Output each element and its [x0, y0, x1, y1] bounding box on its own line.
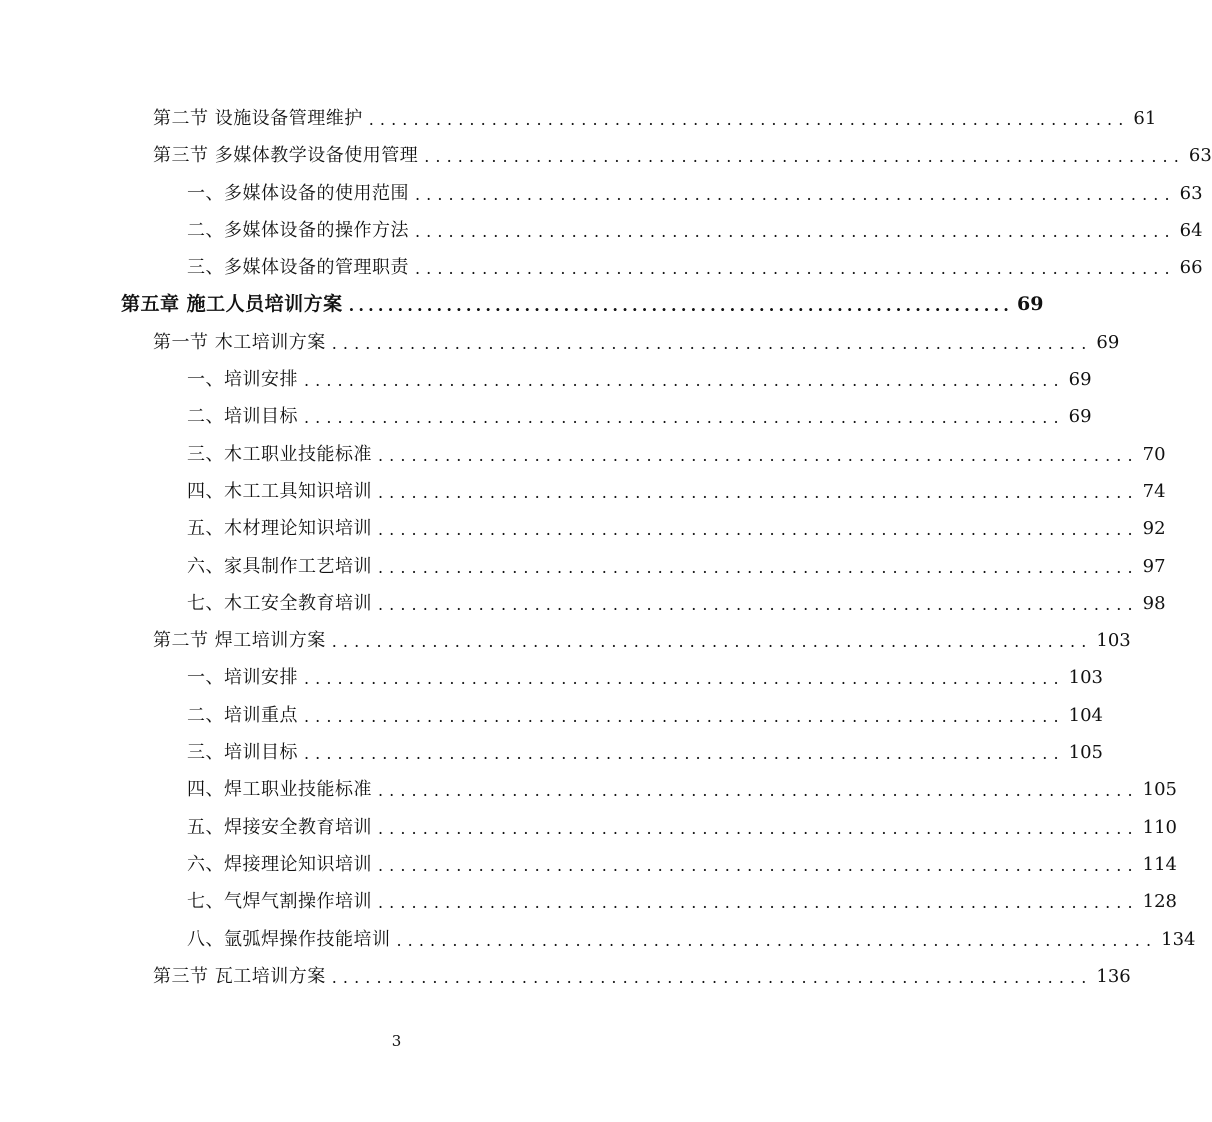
toc-entry-page: 74	[1142, 480, 1166, 502]
dot-leader: ....................................................................	[304, 744, 1065, 764]
toc-entry-page: 104	[1068, 704, 1104, 726]
toc-entry-page: 136	[1096, 965, 1131, 987]
toc-entry-page: 92	[1142, 518, 1166, 540]
toc-entry-page: 69	[1068, 406, 1092, 428]
toc-entry-title: 七、气焊气割操作培训	[187, 891, 372, 913]
dot-leader: ....................................................................	[304, 408, 1065, 428]
toc-entry-title: 第五章 施工人员培训方案	[121, 293, 343, 316]
toc-entry[interactable]	[0, 473, 1166, 510]
toc-entry-title: 八、氩弧焊操作技能培训	[187, 928, 391, 950]
dot-leader: ....................................................................	[304, 371, 1065, 391]
dot-leader: ....................................................................	[348, 296, 1014, 316]
dot-leader: ....................................................................	[415, 259, 1176, 279]
toc-entry-page: 69	[1096, 331, 1120, 353]
dot-leader: ....................................................................	[378, 557, 1139, 577]
toc-entry[interactable]	[0, 436, 1166, 473]
toc-entry[interactable]	[0, 361, 1092, 398]
toc-entry-page: 128	[1142, 891, 1178, 913]
dot-leader: ....................................................................	[368, 110, 1130, 129]
toc-entry-title: 第三节 瓦工培训方案	[153, 965, 326, 987]
toc-entry-page: 110	[1142, 816, 1178, 838]
toc-entry[interactable]	[0, 398, 1092, 435]
toc-entry-page: 98	[1142, 592, 1166, 614]
toc-entry-page: 97	[1142, 555, 1166, 577]
dot-leader: ....................................................................	[378, 893, 1139, 913]
toc-entry-title: 六、焊接理论知识培训	[187, 853, 372, 875]
toc-entry[interactable]	[0, 324, 1120, 361]
toc-entry[interactable]	[0, 286, 1044, 323]
page-number: 3	[391, 1032, 402, 1050]
toc-entry[interactable]	[0, 510, 1166, 547]
toc-entry[interactable]	[0, 697, 1104, 734]
toc-entry[interactable]	[0, 659, 1104, 696]
toc-entry[interactable]	[0, 212, 1203, 249]
toc-entry[interactable]	[0, 809, 1178, 846]
dot-leader: ....................................................................	[424, 147, 1185, 167]
dot-leader: ....................................................................	[378, 445, 1139, 465]
toc-entry-title: 四、木工工具知识培训	[187, 480, 372, 502]
toc-entry[interactable]	[0, 846, 1178, 883]
toc-entry-page: 66	[1179, 257, 1203, 279]
dot-leader: ....................................................................	[415, 184, 1176, 204]
dot-leader: ....................................................................	[378, 520, 1139, 540]
toc-entry-title: 三、培训目标	[187, 742, 298, 764]
toc-entry-page: 114	[1142, 853, 1178, 875]
toc-entry[interactable]	[0, 175, 1203, 212]
toc-entry[interactable]	[0, 734, 1104, 771]
dot-leader: ....................................................................	[331, 632, 1093, 652]
toc-entry-title: 一、多媒体设备的使用范围	[187, 182, 409, 204]
toc-entry[interactable]	[0, 137, 1212, 174]
toc-entry-page: 103	[1068, 667, 1104, 689]
toc-entry-page: 63	[1179, 182, 1203, 204]
toc-entry-title: 三、木工职业技能标准	[187, 443, 372, 465]
dot-leader: ....................................................................	[378, 855, 1139, 875]
dot-leader: ....................................................................	[378, 781, 1139, 801]
toc-entry-title: 五、焊接安全教育培训	[187, 816, 372, 838]
toc-entry-title: 四、焊工职业技能标准	[187, 779, 372, 801]
dot-leader: ....................................................................	[415, 221, 1176, 241]
toc-entry[interactable]	[0, 100, 1157, 137]
dot-leader: ....................................................................	[378, 818, 1139, 838]
toc-entry-page: 63	[1188, 145, 1212, 167]
toc-entry-page: 105	[1068, 742, 1104, 764]
toc-entry-title: 第二节 设施设备管理维护	[153, 108, 363, 129]
toc-entry-title: 一、培训安排	[187, 667, 298, 689]
toc-entry[interactable]	[0, 883, 1178, 920]
toc-entry[interactable]	[0, 548, 1166, 585]
toc-entry-title: 第一节 木工培训方案	[153, 331, 326, 353]
toc-entry[interactable]	[0, 771, 1178, 808]
toc-entry-page: 70	[1142, 443, 1166, 465]
toc-entry[interactable]	[0, 622, 1131, 659]
toc-entry-title: 三、多媒体设备的管理职责	[187, 257, 409, 279]
dot-leader: ....................................................................	[378, 482, 1139, 502]
toc-entry[interactable]	[0, 958, 1131, 995]
toc-entry[interactable]	[0, 585, 1166, 622]
toc-entry-title: 七、木工安全教育培训	[187, 592, 372, 614]
toc-entry-page: 61	[1133, 108, 1157, 129]
toc-entry-page: 105	[1142, 779, 1178, 801]
dot-leader: ....................................................................	[396, 930, 1158, 950]
toc-entry-page: 64	[1179, 219, 1203, 241]
toc-entry-page: 69	[1017, 293, 1044, 316]
toc-entry-title: 二、培训重点	[187, 704, 298, 726]
toc-entry[interactable]	[0, 249, 1203, 286]
toc-entry-title: 二、多媒体设备的操作方法	[187, 219, 409, 241]
dot-leader: ....................................................................	[331, 967, 1093, 987]
toc-entry-page: 69	[1068, 369, 1092, 391]
toc-entry-title: 六、家具制作工艺培训	[187, 555, 372, 577]
toc-entry-title: 第二节 焊工培训方案	[153, 630, 326, 652]
toc-entry-page: 103	[1096, 630, 1131, 652]
toc-entry-title: 一、培训安排	[187, 369, 298, 391]
toc-entry-title: 二、培训目标	[187, 406, 298, 428]
toc-entry-page: 134	[1161, 928, 1196, 950]
table-of-contents	[0, 100, 1212, 995]
dot-leader: ....................................................................	[331, 333, 1093, 353]
toc-entry[interactable]	[0, 921, 1196, 958]
dot-leader: ....................................................................	[304, 706, 1065, 726]
toc-entry-title: 五、木材理论知识培训	[187, 518, 372, 540]
dot-leader: ....................................................................	[378, 594, 1139, 614]
dot-leader: ....................................................................	[304, 669, 1065, 689]
toc-entry-title: 第三节 多媒体教学设备使用管理	[153, 145, 419, 167]
